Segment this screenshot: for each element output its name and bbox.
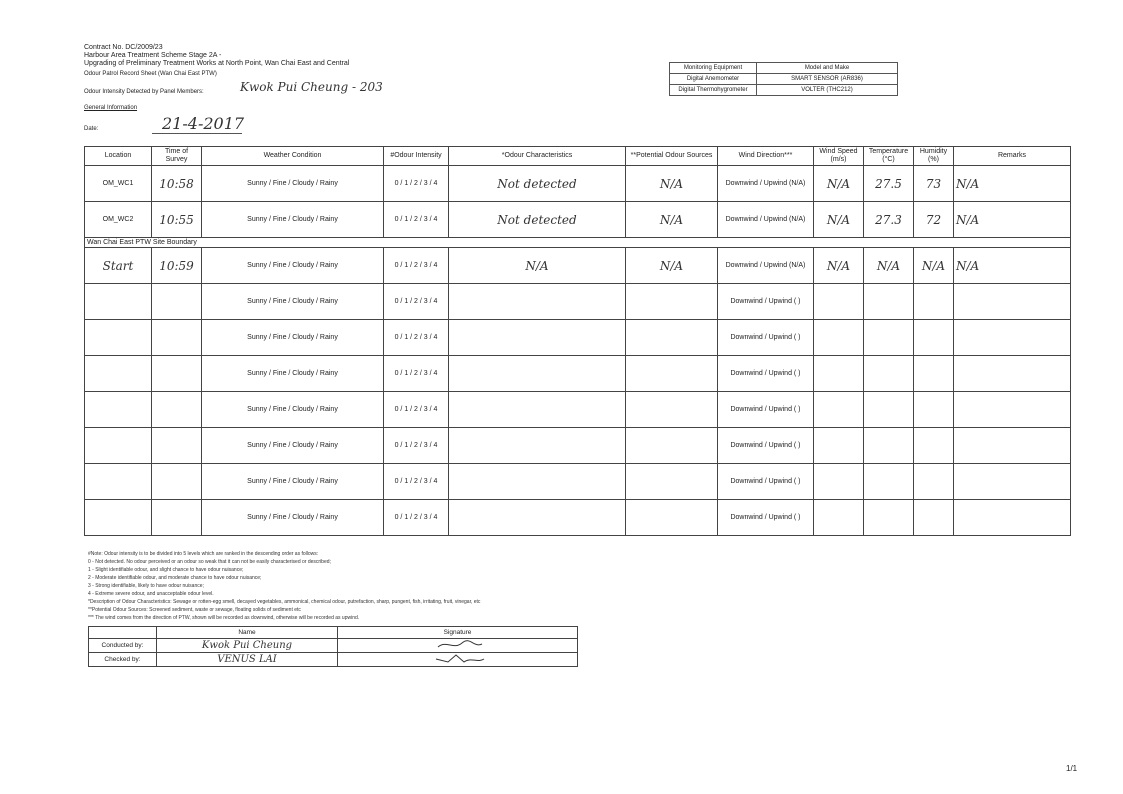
- equipment-table: [669, 62, 898, 96]
- sources-cell: [626, 284, 718, 320]
- wind-direction-cell: Downwind / Upwind ( ): [718, 392, 814, 428]
- time-cell: [152, 320, 202, 356]
- characteristics-cell: [449, 320, 626, 356]
- humidity-cell: N/A: [914, 248, 954, 284]
- table-row: [85, 284, 1071, 320]
- sources-cell: N/A: [626, 202, 718, 238]
- weather-cell: Sunny / Fine / Cloudy / Rainy: [202, 392, 384, 428]
- note-line: *** The wind comes from the direction of PTW, shown will be recorded as downwind, otherwise will be recorded as upwind.: [88, 615, 360, 621]
- wind-direction-cell: Downwind / Upwind ( ): [718, 500, 814, 536]
- time-cell: [152, 356, 202, 392]
- signature-scribble: [428, 653, 488, 664]
- conducted-by-name: Kwok Pui Cheung: [157, 639, 338, 653]
- table-row: [85, 166, 1071, 202]
- intensity-cell: 0 / 1 / 2 / 3 / 4: [384, 166, 449, 202]
- intensity-cell: 0 / 1 / 2 / 3 / 4: [384, 356, 449, 392]
- sources-cell: [626, 320, 718, 356]
- weather-cell: Sunny / Fine / Cloudy / Rainy: [202, 248, 384, 284]
- table-row: [85, 202, 1071, 238]
- sources-cell: [626, 464, 718, 500]
- sources-cell: [626, 356, 718, 392]
- conducted-by-signature: [338, 639, 578, 653]
- time-cell: [152, 392, 202, 428]
- wind-speed-cell: [814, 284, 864, 320]
- wind-direction-cell: Downwind / Upwind ( ): [718, 356, 814, 392]
- weather-cell: Sunny / Fine / Cloudy / Rainy: [202, 202, 384, 238]
- general-info-heading: General Information: [84, 105, 138, 111]
- temperature-cell: 27.5: [864, 166, 914, 202]
- table-row: [85, 356, 1071, 392]
- intensity-cell: 0 / 1 / 2 / 3 / 4: [384, 320, 449, 356]
- humidity-cell: [914, 464, 954, 500]
- time-cell: [152, 428, 202, 464]
- temperature-cell: 27.3: [864, 202, 914, 238]
- equipment-col-header: Monitoring Equipment: [670, 63, 757, 74]
- note-line: 2 - Moderate identifiable odour, and moderate chance to have odour nuisance;: [88, 575, 262, 581]
- sources-cell: [626, 392, 718, 428]
- note-line: *Description of Odour Characteristics: Sewage or rotten-egg smell, decayed vegetables, ammonical, chemical odour, putrefaction, sharp, pungent, fish, irritating, fruit, vinegar, etc: [88, 599, 481, 605]
- intensity-cell: 0 / 1 / 2 / 3 / 4: [384, 392, 449, 428]
- intensity-cell: 0 / 1 / 2 / 3 / 4: [384, 428, 449, 464]
- works-title: Upgrading of Preliminary Treatment Works at North Point, Wan Chai East and Central: [84, 60, 350, 67]
- characteristics-cell: [449, 500, 626, 536]
- col-wind-speed: Wind Speed (m/s): [814, 147, 864, 166]
- panel-label: Odour Intensity Detected by Panel Members:: [84, 89, 204, 95]
- intensity-cell: 0 / 1 / 2 / 3 / 4: [384, 248, 449, 284]
- location-cell: [85, 320, 152, 356]
- remarks-cell: [954, 320, 1071, 356]
- signoff-corner: [89, 627, 157, 639]
- characteristics-cell: [449, 284, 626, 320]
- characteristics-cell: N/A: [449, 248, 626, 284]
- weather-cell: Sunny / Fine / Cloudy / Rainy: [202, 284, 384, 320]
- remarks-cell: [954, 392, 1071, 428]
- humidity-cell: [914, 320, 954, 356]
- note-line: 3 - Strong identifiable, likely to have odour nuisance;: [88, 583, 204, 589]
- time-cell: [152, 500, 202, 536]
- characteristics-cell: [449, 464, 626, 500]
- sheet-title: Odour Patrol Record Sheet (Wan Chai East PTW): [84, 71, 217, 77]
- wind-speed-cell: [814, 464, 864, 500]
- note-line: #Note: Odour intensity is to be divided into 5 levels which are ranked in the descending order as follows:: [88, 551, 319, 557]
- scheme-title: Harbour Area Treatment Scheme Stage 2A -: [84, 52, 222, 59]
- signature-header: Signature: [338, 627, 578, 639]
- sources-cell: N/A: [626, 166, 718, 202]
- characteristics-cell: Not detected: [449, 166, 626, 202]
- date-label: Date:: [84, 126, 99, 132]
- col-time: Time of Survey: [152, 147, 202, 166]
- wind-speed-cell: [814, 320, 864, 356]
- wind-direction-cell: Downwind / Upwind ( ): [718, 428, 814, 464]
- remarks-cell: [954, 284, 1071, 320]
- temperature-cell: [864, 284, 914, 320]
- weather-cell: Sunny / Fine / Cloudy / Rainy: [202, 500, 384, 536]
- signature-scribble: [428, 639, 488, 650]
- wind-speed-cell: [814, 428, 864, 464]
- characteristics-cell: [449, 428, 626, 464]
- wind-direction-cell: Downwind / Upwind (N/A): [718, 202, 814, 238]
- remarks-cell: [954, 356, 1071, 392]
- wind-speed-cell: N/A: [814, 202, 864, 238]
- location-cell: OM_WC1: [85, 166, 152, 202]
- location-cell: [85, 392, 152, 428]
- odour-patrol-table: [84, 146, 1071, 536]
- remarks-cell: N/A: [954, 166, 1071, 202]
- note-line: 4 - Extreme severe odour, and unacceptable odour level.: [88, 591, 214, 597]
- table-row: [85, 428, 1071, 464]
- location-cell: [85, 284, 152, 320]
- wind-direction-cell: Downwind / Upwind ( ): [718, 464, 814, 500]
- col-characteristics: *Odour Characteristics: [449, 147, 626, 166]
- model-cell: VOLTER (THC212): [757, 85, 898, 96]
- model-col-header: Model and Make: [757, 63, 898, 74]
- intensity-cell: 0 / 1 / 2 / 3 / 4: [384, 284, 449, 320]
- col-sources: **Potential Odour Sources: [626, 147, 718, 166]
- name-header: Name: [157, 627, 338, 639]
- humidity-cell: [914, 392, 954, 428]
- remarks-cell: N/A: [954, 202, 1071, 238]
- weather-cell: Sunny / Fine / Cloudy / Rainy: [202, 428, 384, 464]
- checked-by-signature: [338, 653, 578, 667]
- temperature-cell: [864, 356, 914, 392]
- boundary-label: Wan Chai East PTW Site Boundary: [85, 238, 1071, 248]
- remarks-cell: [954, 500, 1071, 536]
- panel-value: Kwok Pui Cheung - 203: [240, 80, 383, 94]
- humidity-cell: [914, 284, 954, 320]
- note-line: 0 - Not detected. No odour perceived or an odour so weak that it can not be easily characterised or described;: [88, 559, 331, 565]
- location-cell: [85, 428, 152, 464]
- checked-by-label: Checked by:: [89, 653, 157, 667]
- checked-by-name: VENUS LAI: [157, 653, 338, 667]
- temperature-cell: [864, 392, 914, 428]
- col-location: Location: [85, 147, 152, 166]
- sources-cell: [626, 428, 718, 464]
- temperature-cell: [864, 320, 914, 356]
- humidity-cell: [914, 428, 954, 464]
- temperature-cell: [864, 464, 914, 500]
- time-cell: [152, 284, 202, 320]
- characteristics-cell: [449, 392, 626, 428]
- weather-cell: Sunny / Fine / Cloudy / Rainy: [202, 464, 384, 500]
- remarks-cell: [954, 464, 1071, 500]
- signoff-table: [88, 626, 578, 667]
- equipment-cell: Digital Thermohygrometer: [670, 85, 757, 96]
- location-cell: [85, 356, 152, 392]
- characteristics-cell: [449, 356, 626, 392]
- note-line: 1 - Slight identifiable odour, and slight chance to have odour nuisance;: [88, 567, 244, 573]
- weather-cell: Sunny / Fine / Cloudy / Rainy: [202, 320, 384, 356]
- location-cell: [85, 464, 152, 500]
- remarks-cell: [954, 428, 1071, 464]
- time-cell: [152, 464, 202, 500]
- date-value: 21-4-2017: [162, 114, 245, 133]
- wind-speed-cell: [814, 392, 864, 428]
- page-number: 1/1: [1066, 764, 1078, 773]
- table-row: [85, 392, 1071, 428]
- table-row: [85, 500, 1071, 536]
- date-underline: [152, 133, 242, 134]
- wind-speed-cell: N/A: [814, 166, 864, 202]
- table-row: [85, 248, 1071, 284]
- col-temperature: Temperature (°C): [864, 147, 914, 166]
- temperature-cell: [864, 500, 914, 536]
- weather-cell: Sunny / Fine / Cloudy / Rainy: [202, 356, 384, 392]
- location-cell: OM_WC2: [85, 202, 152, 238]
- wind-speed-cell: [814, 500, 864, 536]
- temperature-cell: [864, 428, 914, 464]
- notes-block: [88, 550, 480, 622]
- location-cell: Start: [85, 248, 152, 284]
- table-row: [85, 320, 1071, 356]
- characteristics-cell: Not detected: [449, 202, 626, 238]
- wind-direction-cell: Downwind / Upwind ( ): [718, 284, 814, 320]
- conducted-by-label: Conducted by:: [89, 639, 157, 653]
- table-row: [85, 464, 1071, 500]
- intensity-cell: 0 / 1 / 2 / 3 / 4: [384, 500, 449, 536]
- time-cell: 10:55: [152, 202, 202, 238]
- wind-direction-cell: Downwind / Upwind (N/A): [718, 248, 814, 284]
- humidity-cell: [914, 356, 954, 392]
- wind-direction-cell: Downwind / Upwind ( ): [718, 320, 814, 356]
- sources-cell: [626, 500, 718, 536]
- model-cell: SMART SENSOR (AR836): [757, 74, 898, 85]
- equipment-cell: Digital Anemometer: [670, 74, 757, 85]
- table-header-row: [85, 147, 1071, 166]
- col-humidity: Humidity (%): [914, 147, 954, 166]
- col-wind-direction: Wind Direction***: [718, 147, 814, 166]
- intensity-cell: 0 / 1 / 2 / 3 / 4: [384, 464, 449, 500]
- col-remarks: Remarks: [954, 147, 1071, 166]
- col-intensity: #Odour Intensity: [384, 147, 449, 166]
- col-weather: Weather Condition: [202, 147, 384, 166]
- weather-cell: Sunny / Fine / Cloudy / Rainy: [202, 166, 384, 202]
- temperature-cell: N/A: [864, 248, 914, 284]
- time-cell: 10:59: [152, 248, 202, 284]
- time-cell: 10:58: [152, 166, 202, 202]
- humidity-cell: [914, 500, 954, 536]
- sources-cell: N/A: [626, 248, 718, 284]
- intensity-cell: 0 / 1 / 2 / 3 / 4: [384, 202, 449, 238]
- humidity-cell: 73: [914, 166, 954, 202]
- wind-direction-cell: Downwind / Upwind (N/A): [718, 166, 814, 202]
- wind-speed-cell: N/A: [814, 248, 864, 284]
- location-cell: [85, 500, 152, 536]
- boundary-section-row: [85, 238, 1071, 248]
- humidity-cell: 72: [914, 202, 954, 238]
- wind-speed-cell: [814, 356, 864, 392]
- note-line: **Potential Odour Sources: Screened sediment, waste or sewage, floating solids of sediment etc: [88, 607, 301, 613]
- remarks-cell: N/A: [954, 248, 1071, 284]
- contract-no: Contract No. DC/2009/23: [84, 44, 163, 51]
